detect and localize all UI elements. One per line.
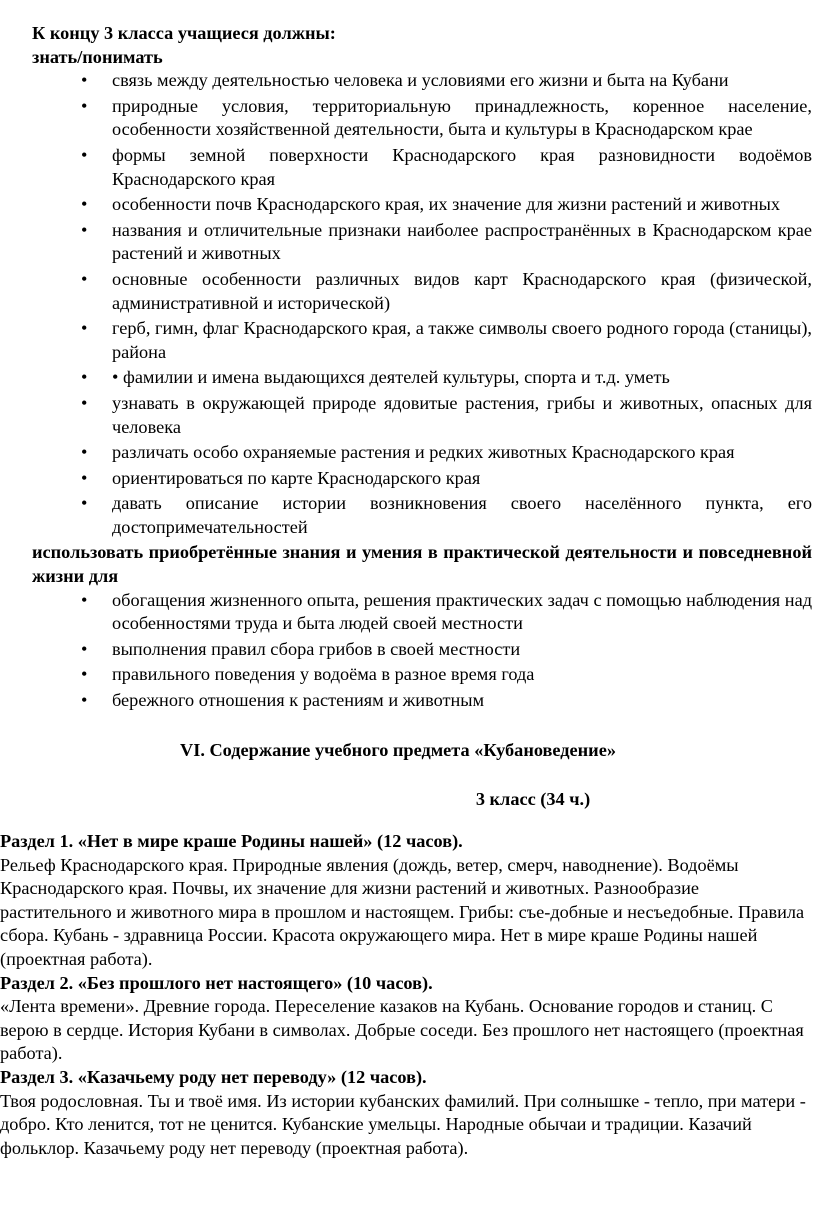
section-heading: Раздел 1. «Нет в мире краше Родины нашей» (12 часов). [0,831,463,852]
bullet-icon: • [81,95,88,116]
list-item-text: названия и отличительные признаки наиболее распространённых в Краснодарском крае растений и животных [112,219,812,264]
list-item [32,144,812,191]
requirements-block [0,22,816,713]
section-text: «Лента времени». Древние города. Переселение казаков на Кубань. Основание городов и станиц. С верою в сердце. История Кубани в символах. Добрые соседи. Без прошлого нет настоящего (проектная работа). [0,996,804,1064]
list-item [32,492,812,539]
bullet-icon: • [81,318,88,339]
list-item [32,193,812,217]
list-item-text: узнавать в окружающей природе ядовитые растения, грибы и животных, опасных для человека [112,392,812,437]
list-item-text: обогащения жизненного опыта, решения практических задач с помощью наблюдения над особенностями труда и быта людей своей местности [112,589,812,634]
bullet-icon: • [81,493,88,514]
use-list [32,589,812,713]
list-item [32,663,812,687]
list-item [32,392,812,439]
bullet-icon: • [81,690,88,711]
section-heading: Раздел 2. «Без прошлого нет настоящего» (10 часов). [0,972,433,993]
heading-know: знать/понимать [32,46,163,67]
sections-block [0,830,816,1160]
list-item-text: особенности почв Краснодарского края, их значение для жизни растений и животных [112,194,781,215]
list-item [32,219,812,266]
bullet-icon: • [81,589,88,610]
list-item [32,589,812,636]
bullet-icon: • [81,70,88,91]
list-item-text: природные условия, территориальную принадлежность, коренное население, особенности хозяйственной деятельности, быта и культуры в Краснодарском крае [112,95,812,140]
list-item-text: основные особенности различных видов карт Краснодарского края (физической, административной и исторической) [112,268,812,313]
bullet-icon: • [81,467,88,488]
document-page [0,22,816,1160]
heading-use: использовать приобретённые знания и умения в практической деятельности и повседневной жизни для [32,542,812,587]
list-item-text: выполнения правил сбора грибов в своей местности [112,638,521,659]
bullet-icon: • [81,367,88,388]
list-item [32,317,812,364]
know-list [32,69,812,539]
list-item-text: различать особо охраняемые растения и редких животных Краснодарского края [112,442,735,463]
bullet-icon: • [81,194,88,215]
bullet-icon: • [81,392,88,413]
list-item [32,638,812,662]
list-item [32,69,812,93]
section-text: Рельеф Краснодарского края. Природные явления (дождь, ветер, смерч, наводнение). Водоёмы Краснодарского края. Почвы, их значение для жизни растений и животных. Разнообразие растительного и животного мира в прошлом и настоящем. Грибы: съе-добные и несъедобные. Правила сбора. Кубань - здравница России. Красота окружающего мира. Нет в мире краше Родины нашей (проектная работа). [0,854,805,970]
list-item-text: правильного поведения у водоёма в разное время года [112,664,535,685]
list-item-text: связь между деятельностью человека и условиями его жизни и быта на Кубани [112,70,729,91]
bullet-icon: • [81,638,88,659]
list-item [32,689,812,713]
section-text: Твоя родословная. Ты и твоё имя. Из истории кубанских фамилий. При солнышке - тепло, при матери - добро. Кто ленится, тот не ценится. Кубанские умельцы. Народные обычаи и традиции. Казачий фольклор. Казачьему роду нет переводу (проектная работа). [0,1090,806,1158]
list-item [32,268,812,315]
bullet-icon: • [81,268,88,289]
list-item [32,95,812,142]
section-title: VI. Содержание учебного предмета «Кубановедение» [180,739,616,760]
list-item-text: давать описание истории возникновения своего населённого пункта, его достопримечательностей [112,493,812,537]
heading-main: К концу 3 класса учащиеся должны: [32,23,336,43]
list-item-text: бережного отношения к растениям и животным [112,690,485,711]
list-item [32,366,812,390]
list-item-text: • фамилии и имена выдающихся деятелей культуры, спорта и т.д. уметь [112,367,670,388]
list-item [32,467,812,491]
list-item-text: ориентироваться по карте Краснодарского края [112,467,481,488]
grade-title: 3 класс (34 ч.) [475,789,591,810]
bullet-icon: • [81,664,88,685]
section-heading: Раздел 3. «Казачьему роду нет переводу» (12 часов). [0,1067,427,1088]
bullet-icon: • [81,219,88,240]
bullet-icon: • [81,144,88,165]
list-item [32,441,812,465]
bullet-icon: • [81,442,88,463]
list-item-text: формы земной поверхности Краснодарского края разновидности водоёмов Краснодарского края [112,144,812,189]
list-item-text: герб, гимн, флаг Краснодарского края, а также символы своего родного города (станицы), района [112,318,812,362]
